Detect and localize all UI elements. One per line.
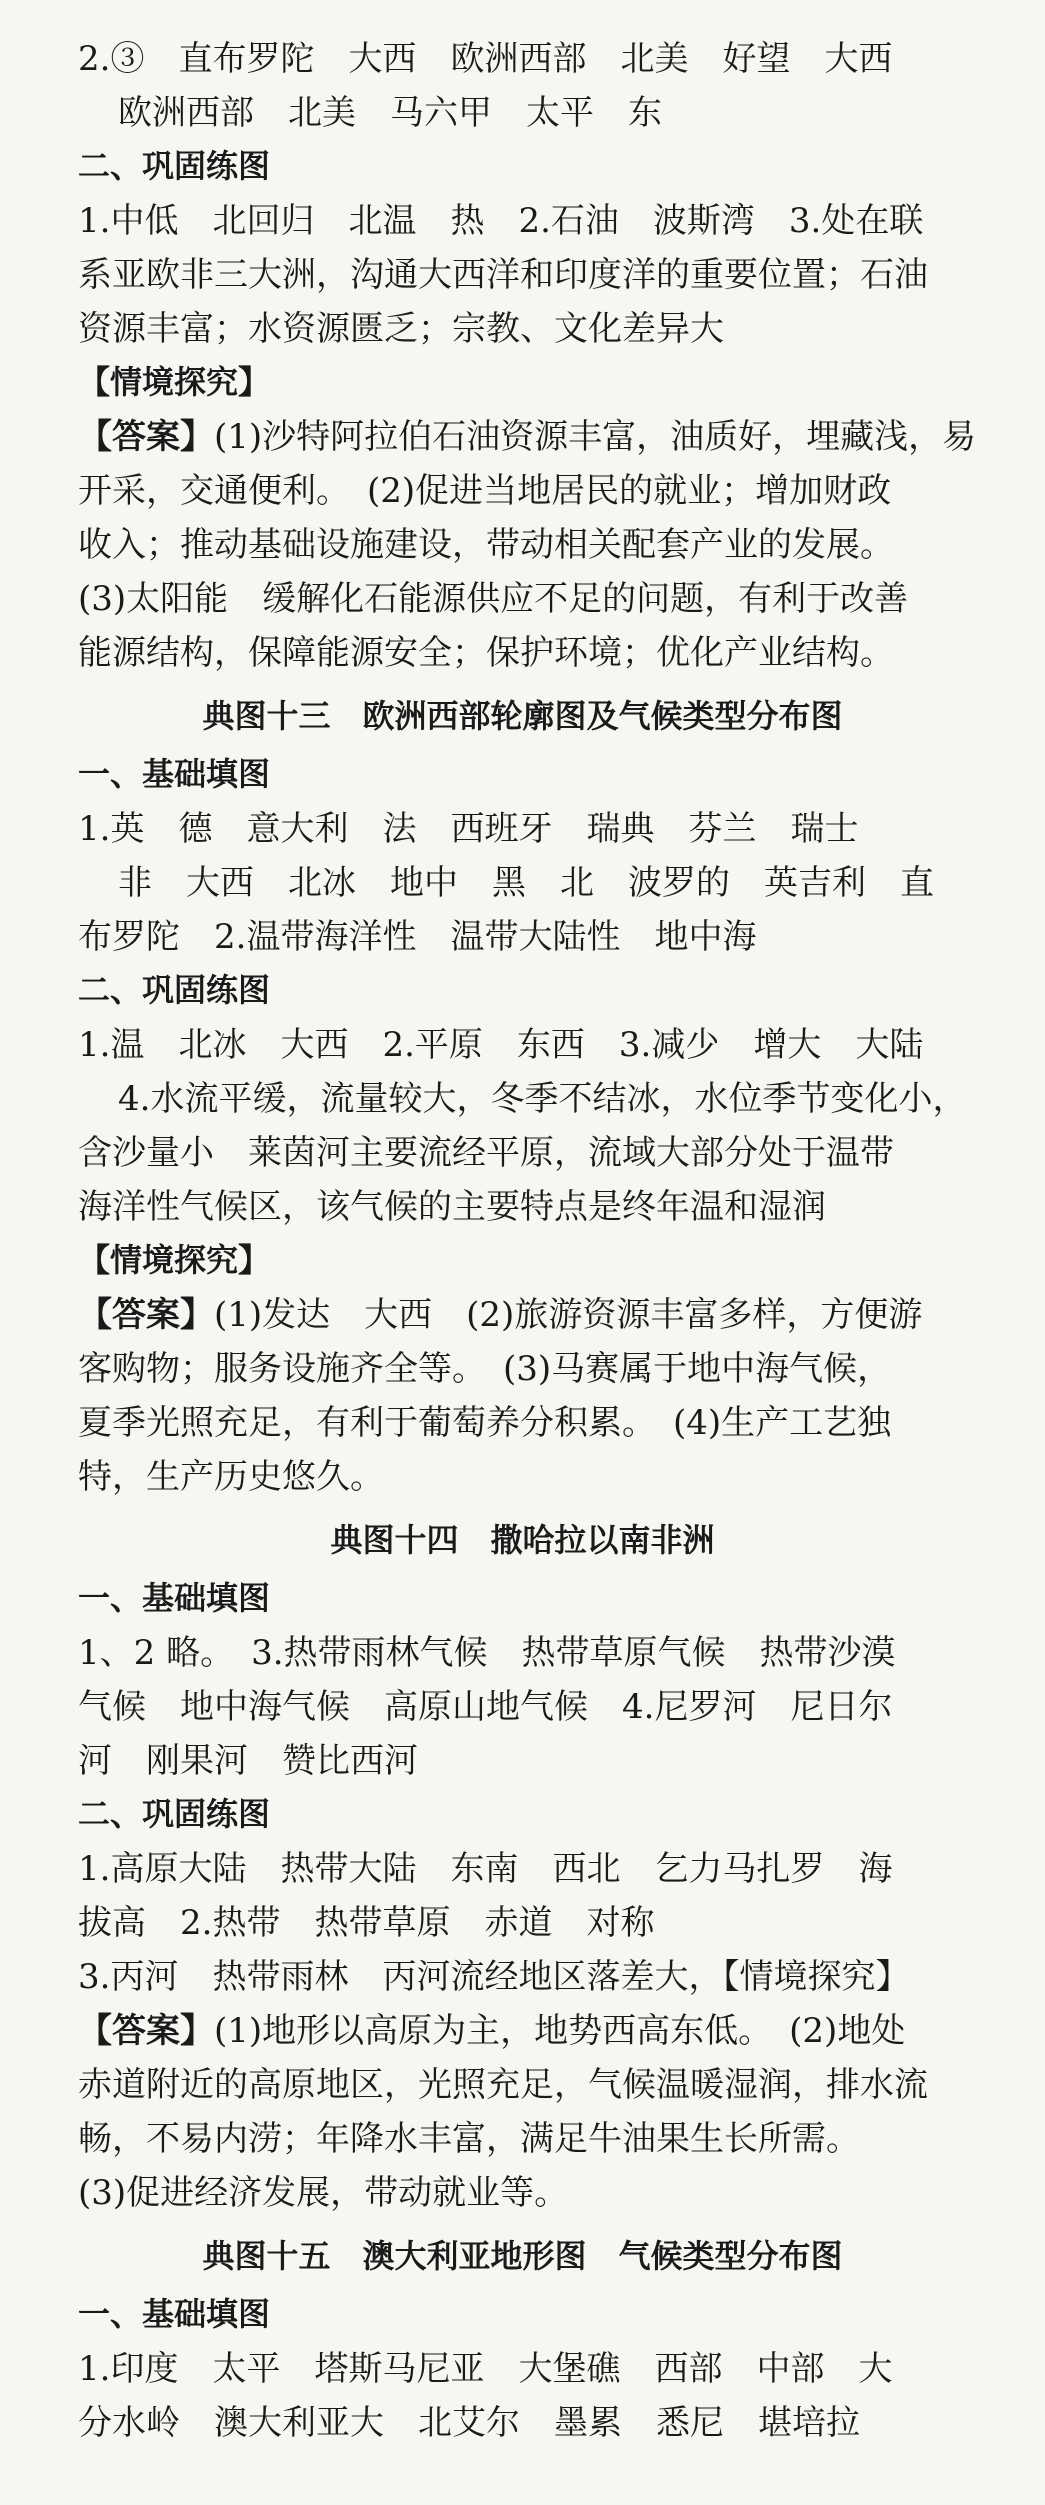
answer-label: 【答案】 — [78, 2011, 214, 2051]
text-line: 气候 地中海气候 高原山地气候 4.尼罗河 尼日尔 — [78, 1687, 893, 1727]
text-line: 1.中低 北回归 北温 热 2.石油 波斯湾 3.处在联 — [78, 201, 924, 241]
text-line: 收入；推动基础设施建设，带动相关配套产业的发展。 — [78, 525, 894, 565]
text-line: 分水岭 澳大利亚大 北艾尔 墨累 悉尼 堪培拉 — [78, 2403, 860, 2443]
section-heading: 二、巩固练图 — [78, 147, 271, 185]
text-line: 1.印度 太平 塔斯马尼亚 大堡礁 西部 中部 大 — [78, 2349, 893, 2389]
text-line: 布罗陀 2.温带海洋性 温带大陆性 地中海 — [78, 917, 757, 957]
answer-line — [78, 1295, 923, 1335]
section-heading: 二、巩固练图 — [78, 971, 271, 1009]
text-line: 拔高 2.热带 热带草原 赤道 对称 — [78, 1903, 655, 1943]
text-line: 欧洲西部 北美 马六甲 太平 东 — [118, 93, 662, 133]
text-line: 1.温 北冰 大西 2.平原 东西 3.减少 增大 大陆 — [78, 1025, 924, 1065]
text-line: 1.英 德 意大利 法 西班牙 瑞典 芬兰 瑞士 — [78, 809, 859, 849]
text-line: 系亚欧非三大洲，沟通大西洋和印度洋的重要位置；石油 — [78, 255, 928, 295]
answer-line — [78, 417, 977, 457]
chapter-title: 典图十三 欧洲西部轮廓图及气候类型分布图 — [202, 697, 843, 735]
answer-label: 【答案】 — [78, 417, 214, 457]
text-line: 含沙量小 莱茵河主要流经平原，流域大部分处于温带 — [78, 1133, 894, 1173]
text-line: 畅，不易内涝；年降水丰富，满足牛油果生长所需。 — [78, 2119, 860, 2159]
text-line: 海洋性气候区，该气候的主要特点是终年温和湿润 — [78, 1187, 826, 1227]
text-line: 1、2 略。 3.热带雨林气候 热带草原气候 热带沙漠 — [78, 1633, 896, 1673]
chapter-title: 典图十四 撒哈拉以南非洲 — [330, 1521, 715, 1559]
text-line: 1.高原大陆 热带大陆 东南 西北 乞力马扎罗 海 — [78, 1849, 893, 1889]
text-line: 资源丰富；水资源匮乏；宗教、文化差异大 — [78, 309, 724, 349]
section-heading: 一、基础填图 — [78, 1579, 271, 1617]
chapter-title: 典图十五 澳大利亚地形图 气候类型分布图 — [202, 2237, 843, 2275]
text-line: 开采，交通便利。 (2)促进当地居民的就业；增加财政 — [78, 471, 892, 511]
text-line: (3)促进经济发展，带动就业等。 — [78, 2173, 569, 2213]
answer-text: (1)地形以高原为主，地势西高东低。 (2)地处 — [214, 2011, 906, 2051]
text-line: 客购物；服务设施齐全等。 (3)马赛属于地中海气候， — [78, 1349, 892, 1389]
text-line: 河 刚果河 赞比西河 — [78, 1741, 418, 1781]
text-line: 2.③ 直布罗陀 大西 欧洲西部 北美 好望 大西 — [78, 39, 893, 79]
section-heading: 一、基础填图 — [78, 2295, 271, 2333]
answer-text: (1)沙特阿拉伯石油资源丰富，油质好，埋藏浅，易 — [214, 417, 977, 457]
answer-label: 【答案】 — [78, 1295, 214, 1335]
text-line: 特，生产历史悠久。 — [78, 1457, 384, 1497]
text-line: 4.水流平缓，流量较大，冬季不结冰，水位季节变化小， — [118, 1079, 967, 1119]
section-heading: 【情境探究】 — [78, 363, 271, 401]
section-heading: 【情境探究】 — [78, 1241, 271, 1279]
answer-line — [78, 2011, 906, 2051]
text-line: 能源结构，保障能源安全；保护环境；优化产业结构。 — [78, 633, 894, 673]
section-heading: 一、基础填图 — [78, 755, 271, 793]
text-line: 3.丙河 热带雨林 丙河流经地区落差大，【情境探究】 — [78, 1957, 910, 1997]
answer-text: (1)发达 大西 (2)旅游资源丰富多样，方便游 — [214, 1295, 923, 1335]
section-heading: 二、巩固练图 — [78, 1795, 271, 1833]
text-line: 夏季光照充足，有利于葡萄养分积累。 (4)生产工艺独 — [78, 1403, 892, 1443]
text-line: 非 大西 北冰 地中 黑 北 波罗的 英吉利 直 — [118, 863, 934, 903]
text-line: (3)太阳能 缓解化石能源供应不足的问题，有利于改善 — [78, 579, 909, 619]
text-line: 赤道附近的高原地区，光照充足，气候温暖湿润，排水流 — [78, 2065, 928, 2105]
